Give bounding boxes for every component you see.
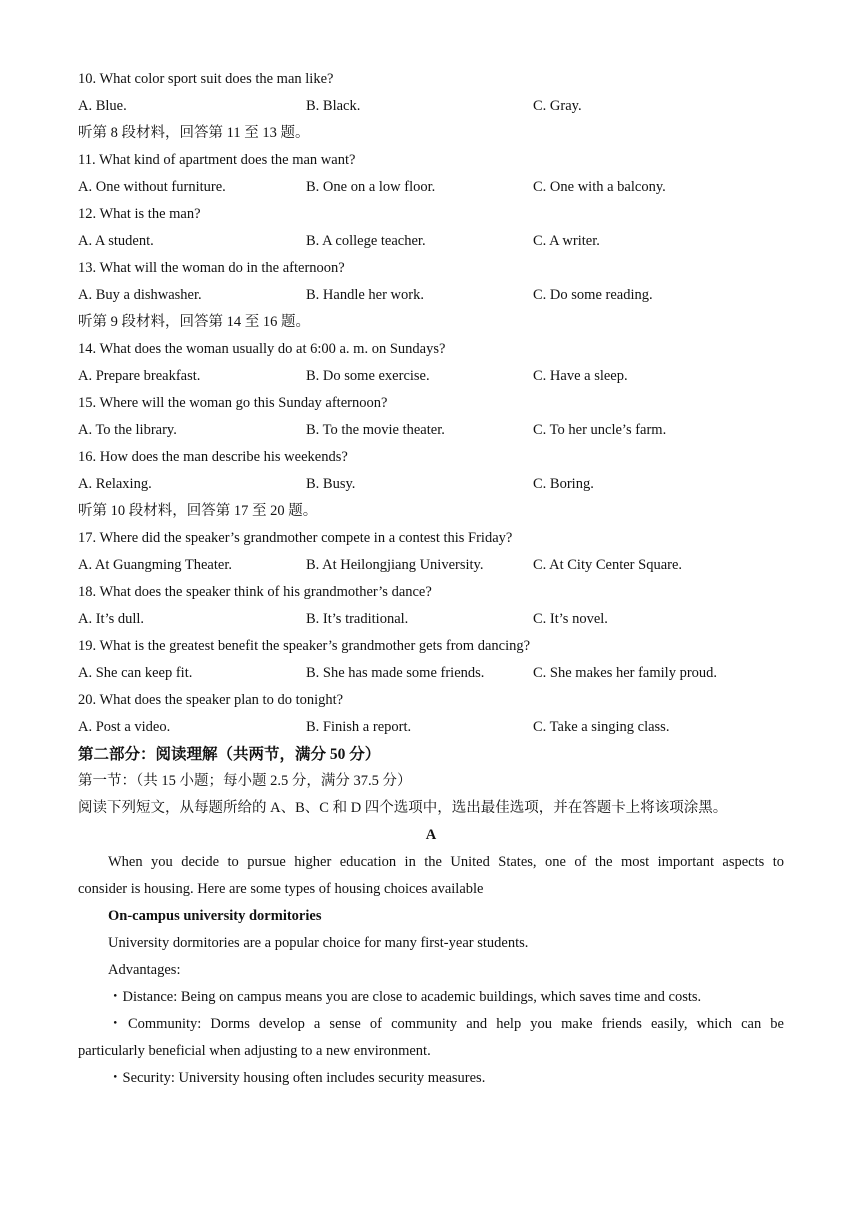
advantage-security: ・Security: University housing often includes security measures. — [108, 1070, 486, 1086]
question-13: 13. What will the woman do in the afternoon? — [78, 260, 345, 276]
document-page — [78, 66, 784, 1092]
material-9-instruction: 听第 9 段材料，回答第 14 至 16 题。 — [78, 314, 310, 330]
question-14-options — [78, 363, 784, 390]
question-16: 16. How does the man describe his weekends? — [78, 449, 348, 465]
option-b: B. One on a low floor. — [306, 179, 436, 195]
option-b: B. To the movie theater. — [306, 422, 445, 438]
option-c: C. To her uncle’s farm. — [533, 422, 667, 438]
question-11-options — [78, 174, 784, 201]
question-15: 15. Where will the woman go this Sunday afternoon? — [78, 395, 388, 411]
option-a: A. Blue. — [78, 98, 127, 114]
option-a: A. A student. — [78, 233, 154, 249]
question-12: 12. What is the man? — [78, 206, 201, 222]
question-10: 10. What color sport suit does the man like? — [78, 71, 334, 87]
question-20: 20. What does the speaker plan to do tonight? — [78, 692, 344, 708]
option-c: C. At City Center Square. — [533, 557, 683, 573]
passage-intro-line-2: consider is housing. Here are some types of housing choices available — [78, 881, 484, 897]
option-a: A. She can keep fit. — [78, 665, 193, 681]
advantage-community-line-2: particularly beneficial when adjusting to a new environment. — [78, 1043, 431, 1059]
question-12-options — [78, 228, 784, 255]
reading-instructions: 阅读下列短文，从每题所给的 A、B、C 和 D 四个选项中，选出最佳选项，并在答题卡上将该项涂黑。 — [78, 800, 728, 816]
question-10-options — [78, 93, 784, 120]
dormitories-heading: On-campus university dormitories — [108, 908, 322, 924]
option-c: C. One with a balcony. — [533, 179, 666, 195]
question-14: 14. What does the woman usually do at 6:00 a. m. on Sundays? — [78, 341, 446, 357]
option-a: A. It’s dull. — [78, 611, 145, 627]
option-a: A. Prepare breakfast. — [78, 368, 201, 384]
option-b: B. Busy. — [306, 476, 356, 492]
option-b: B. Handle her work. — [306, 287, 424, 303]
question-15-options — [78, 417, 784, 444]
option-a: A. One without furniture. — [78, 179, 226, 195]
option-c: C. She makes her family proud. — [533, 665, 718, 681]
option-c: C. Have a sleep. — [533, 368, 628, 384]
option-c: C. Gray. — [533, 98, 582, 114]
dormitories-paragraph: University dormitories are a popular choice for many first-year students. — [108, 935, 529, 951]
option-b: B. It’s traditional. — [306, 611, 409, 627]
question-18: 18. What does the speaker think of his grandmother’s dance? — [78, 584, 432, 600]
question-19: 19. What is the greatest benefit the speaker’s grandmother gets from dancing? — [78, 638, 531, 654]
option-a: A. Relaxing. — [78, 476, 152, 492]
passage-intro-line-1: When you decide to pursue higher education in the United States, one of the most important aspects to — [108, 854, 784, 870]
option-a: A. At Guangming Theater. — [78, 557, 232, 573]
option-b: B. Black. — [306, 98, 361, 114]
part-2-title: 第二部分：阅读理解（共两节，满分 50 分） — [78, 746, 381, 763]
question-16-options — [78, 471, 784, 498]
question-11: 11. What kind of apartment does the man want? — [78, 152, 356, 168]
option-b: B. She has made some friends. — [306, 665, 485, 681]
material-10-instruction: 听第 10 段材料，回答第 17 至 20 题。 — [78, 503, 318, 519]
option-b: B. A college teacher. — [306, 233, 426, 249]
advantage-distance: ・Distance: Being on campus means you are close to academic buildings, which saves time and costs. — [108, 989, 702, 1005]
section-1-heading: 第一节：（共 15 小题；每小题 2.5 分，满分 37.5 分） — [78, 773, 412, 789]
option-a: A. To the library. — [78, 422, 177, 438]
question-19-options — [78, 660, 784, 687]
option-c: C. Boring. — [533, 476, 594, 492]
material-8-instruction: 听第 8 段材料，回答第 11 至 13 题。 — [78, 125, 310, 141]
option-b: B. Do some exercise. — [306, 368, 430, 384]
option-c: C. Take a singing class. — [533, 719, 670, 735]
question-13-options — [78, 282, 784, 309]
option-c: C. It’s novel. — [533, 611, 608, 627]
advantage-community-line-1: ・Community: Dorms develop a sense of community and help you make friends easily, which can be — [108, 1016, 784, 1032]
option-b: B. At Heilongjiang University. — [306, 557, 484, 573]
passage-label: A — [425, 827, 437, 843]
option-c: C. A writer. — [533, 233, 600, 249]
question-17: 17. Where did the speaker’s grandmother compete in a contest this Friday? — [78, 530, 513, 546]
option-c: C. Do some reading. — [533, 287, 653, 303]
option-a: A. Buy a dishwasher. — [78, 287, 202, 303]
question-18-options — [78, 606, 784, 633]
option-a: A. Post a video. — [78, 719, 171, 735]
question-17-options — [78, 552, 784, 579]
question-20-options — [78, 714, 784, 741]
option-b: B. Finish a report. — [306, 719, 412, 735]
advantages-label: Advantages: — [108, 962, 181, 978]
